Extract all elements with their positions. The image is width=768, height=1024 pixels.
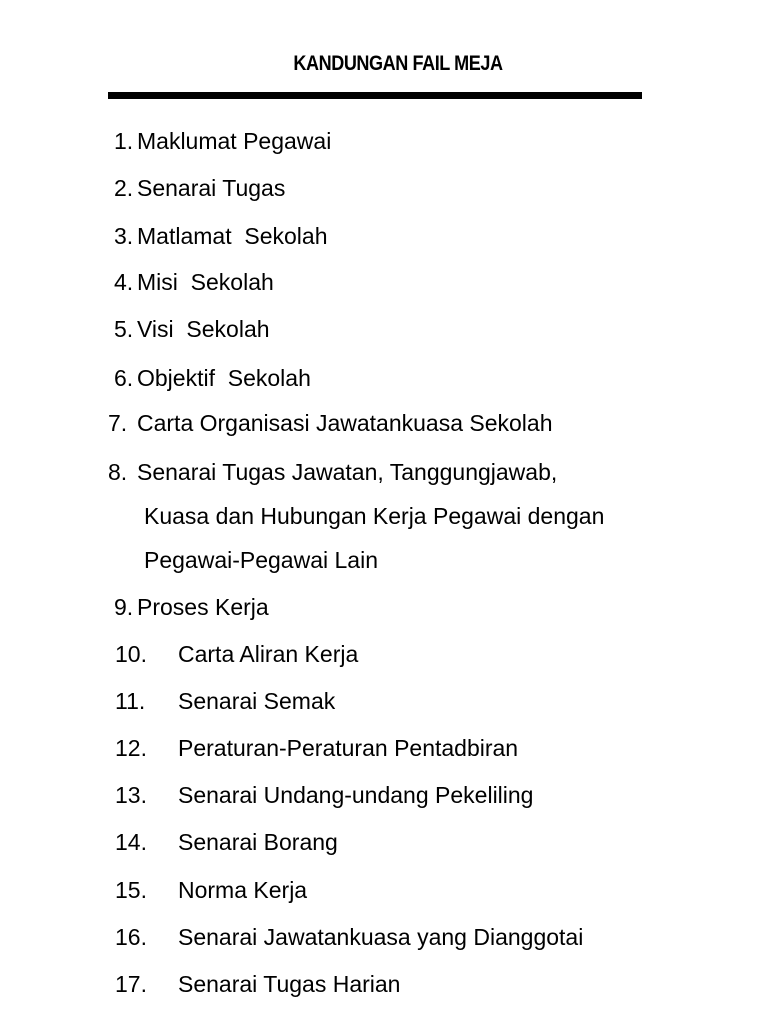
list-item-number: 14.: [115, 829, 147, 855]
list-item-text: Maklumat Pegawai: [137, 128, 332, 154]
list-item-number: 13.: [115, 782, 147, 808]
list-item-number: 12.: [115, 735, 147, 761]
list-item-number: 9.: [114, 594, 134, 620]
list-item-text: Senarai Undang-undang Pekeliling: [178, 782, 534, 808]
list-item-number: 10.: [115, 641, 147, 667]
list-item-number: 4.: [114, 269, 134, 295]
list-item-text: Objektif Sekolah: [137, 365, 311, 391]
list-item-text: Senarai Semak: [178, 688, 336, 714]
list-item-number: 11.: [115, 688, 146, 714]
list-item-text: Proses Kerja: [137, 594, 269, 620]
list-item-number: 2.: [114, 175, 134, 201]
title-underline-rule: [108, 92, 642, 99]
document-title: KANDUNGAN FAIL MEJA: [293, 52, 503, 75]
list-item-number: 15.: [115, 877, 147, 903]
list-item-text: Visi Sekolah: [137, 316, 270, 342]
list-item-text: Peraturan-Peraturan Pentadbiran: [178, 735, 519, 761]
list-item-number: 6.: [114, 365, 134, 391]
list-item-text: Pegawai-Pegawai Lain: [144, 547, 378, 573]
list-item-number: 17.: [115, 971, 147, 997]
list-item-text: Senarai Borang: [178, 829, 338, 855]
list-item-number: 3.: [114, 223, 134, 249]
list-item-text: Carta Organisasi Jawatankuasa Sekolah: [137, 410, 553, 436]
list-item-text: Carta Aliran Kerja: [178, 641, 359, 667]
list-item-text: Norma Kerja: [178, 877, 308, 903]
list-item-number: 8.: [108, 459, 128, 485]
list-item-number: 1.: [114, 128, 134, 154]
list-item-text: Senarai Tugas Harian: [178, 971, 401, 997]
list-item-text: Senarai Tugas: [137, 175, 286, 201]
list-item-number: 16.: [115, 924, 147, 950]
list-item-text: Matlamat Sekolah: [137, 223, 328, 249]
list-item-number: 7.: [108, 410, 128, 436]
list-item-text: Kuasa dan Hubungan Kerja Pegawai dengan: [144, 503, 605, 529]
list-item-text: Senarai Jawatankuasa yang Dianggotai: [178, 924, 584, 950]
list-item-text: Misi Sekolah: [137, 269, 274, 295]
list-item-text: Senarai Tugas Jawatan, Tanggungjawab,: [137, 459, 558, 485]
list-item-number: 5.: [114, 316, 134, 342]
